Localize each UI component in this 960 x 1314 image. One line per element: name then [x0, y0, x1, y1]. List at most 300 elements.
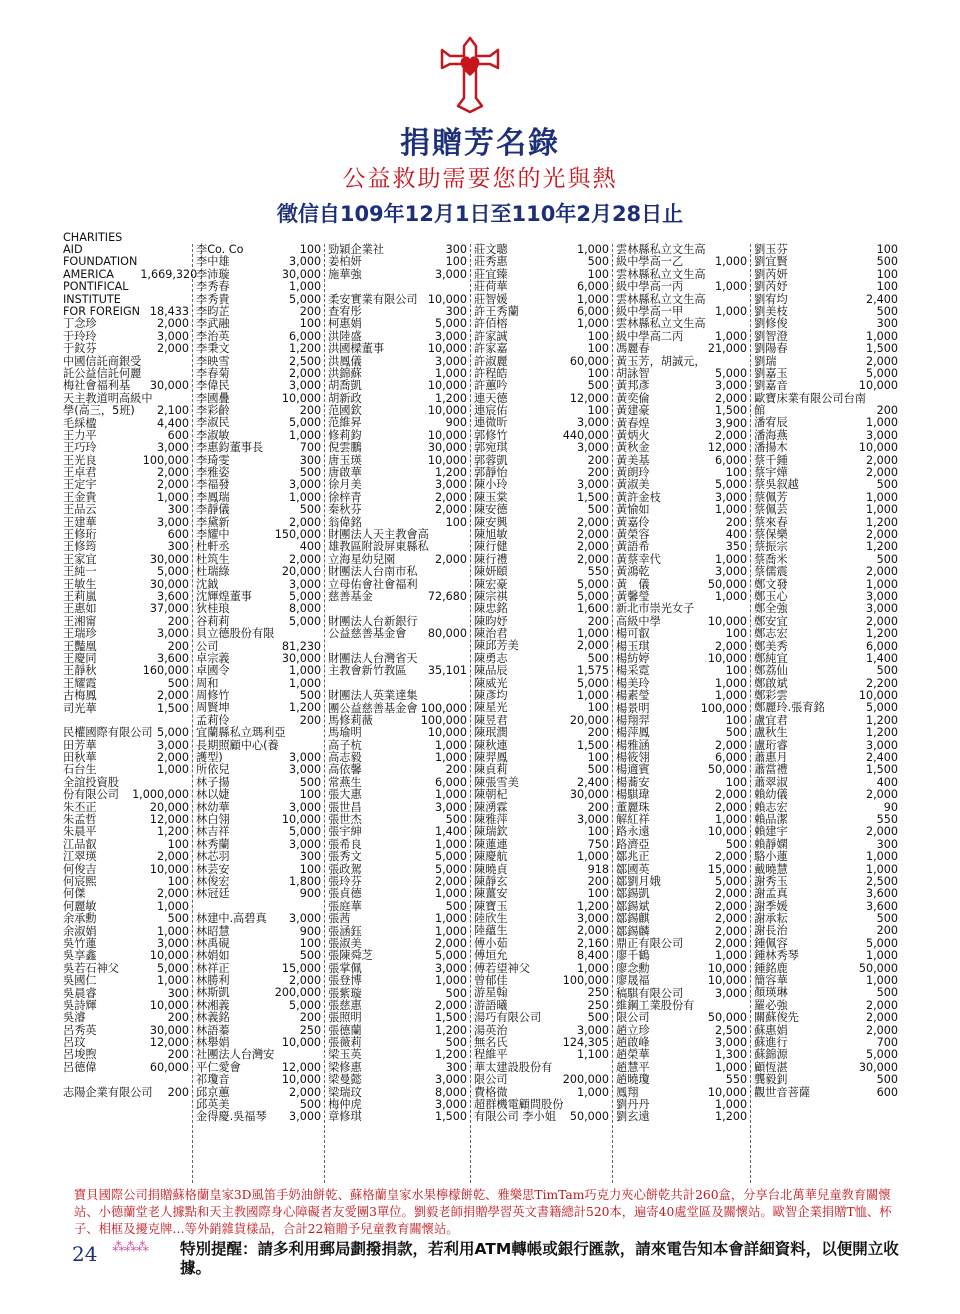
donor-name: 陳秋連 — [474, 738, 508, 752]
donor-row — [471, 851, 612, 863]
donation-amount: 1,000 — [577, 627, 610, 641]
donor-name: 李偉民 — [196, 379, 230, 393]
donor-row — [613, 566, 750, 578]
donor-name: 湯英治 — [474, 1023, 508, 1037]
donor-row — [471, 318, 612, 330]
donor-name: 賴靜嫻 — [754, 837, 788, 851]
donor-name: 陳珉潤 — [474, 726, 508, 740]
donor-row — [751, 702, 901, 714]
donation-amount: 50,000 — [707, 1011, 748, 1025]
donation-amount: 500 — [299, 503, 322, 517]
donation-amount: 3,000 — [865, 589, 898, 603]
donation-amount: 1,000 — [577, 317, 610, 331]
donor-name: 洪錦蘇 — [328, 366, 362, 380]
donor-name: 財團法人台南市私立母佑會社會福利慈善基金 — [328, 565, 418, 603]
donor-name: 胡喬凱 — [328, 379, 362, 393]
donor-name: 司光華 — [63, 701, 97, 715]
donation-amount: 1,200 — [156, 825, 189, 839]
donation-amount: 1,000 — [435, 912, 468, 926]
donor-name: 王豔凰 — [63, 639, 97, 653]
donor-row — [325, 641, 470, 678]
donor-name: 李昀芷 — [196, 304, 230, 318]
donation-amount: 100 — [299, 788, 322, 802]
donor-name: 邱京蕙 — [196, 1085, 230, 1099]
donation-amount: 300 — [876, 317, 898, 331]
donation-amount: 21,000 — [707, 342, 748, 356]
donation-amount: 100 — [299, 242, 322, 256]
donor-name: 王修珩 — [63, 528, 97, 542]
donor-name: 關蘇俊先 — [754, 1011, 799, 1025]
donor-name: 陳宏豪 — [474, 577, 508, 591]
donation-amount: 300 — [445, 242, 468, 256]
donation-amount: 100 — [445, 515, 468, 529]
donor-name: 郭宛琪 — [474, 441, 508, 455]
donor-row — [751, 665, 901, 677]
donation-amount: 100 — [725, 664, 748, 678]
donor-name: 黃邦彥 — [616, 379, 650, 393]
donor-row — [613, 380, 750, 392]
donor-row — [193, 826, 324, 838]
donation-amount: 1,000 — [435, 887, 468, 901]
donation-amount: 10,000 — [427, 404, 468, 418]
donor-row — [60, 851, 192, 863]
donation-amount: 100,000 — [562, 974, 610, 988]
donation-amount: 2,500 — [715, 1023, 748, 1037]
donor-name: 黃馨瑩 — [616, 590, 650, 603]
donation-amount: 1,000 — [715, 503, 748, 517]
donor-name: 吳享鑫 — [63, 949, 97, 963]
donor-row — [60, 356, 192, 393]
donation-amount: 100 — [587, 342, 610, 356]
donor-name: 陸蘊生 — [474, 924, 508, 938]
donation-amount: 500 — [725, 726, 748, 740]
donation-amount: 100 — [725, 775, 748, 789]
donation-amount: 5,000 — [715, 478, 748, 492]
donation-amount: 1,500 — [435, 1110, 468, 1124]
donor-name: 劉玉芬 — [754, 242, 788, 256]
donation-amount: 200 — [167, 1011, 189, 1025]
donation-amount: 3,000 — [289, 577, 322, 591]
donor-name: 羅必強 — [754, 998, 788, 1012]
donor-row — [60, 913, 192, 925]
donation-amount: 1,000 — [289, 428, 322, 442]
donation-amount: 30,000 — [569, 788, 610, 802]
donor-row — [325, 678, 470, 715]
donation-amount: 10,000 — [858, 689, 898, 703]
donor-row — [613, 269, 750, 294]
donation-amount: 2,000 — [156, 317, 189, 331]
donor-name: 田芳華 — [63, 738, 97, 752]
donor-row — [60, 541, 192, 553]
donation-amount: 3,000 — [715, 565, 748, 579]
donor-name: 劉修俊 — [754, 317, 788, 331]
donor-name: 戴曉慧 — [754, 862, 788, 876]
donation-amount: 10,000 — [149, 862, 189, 876]
donation-amount: 1,000 — [715, 329, 748, 343]
donor-name: 林斯凱 — [196, 986, 230, 1000]
donor-name: 黃美基 — [616, 453, 650, 467]
donor-row — [193, 789, 324, 801]
donation-amount: 10,000 — [281, 1036, 322, 1050]
donation-amount: 20,000 — [281, 565, 322, 579]
donor-row — [325, 318, 470, 330]
donor-name: 黃語希 — [616, 540, 650, 554]
donation-amount: 3,000 — [156, 738, 189, 752]
donation-amount: 3,000 — [156, 515, 189, 529]
donation-amount: 100,000 — [142, 453, 189, 467]
donation-amount: 2,000 — [715, 391, 748, 405]
donor-name: 林子揚 — [196, 775, 230, 789]
donation-amount: 2,000 — [289, 552, 322, 566]
donor-name: 李沛璇 — [196, 267, 230, 281]
donor-name: 莊秀惠 — [474, 255, 508, 269]
donor-name: 陳寶玉 — [474, 899, 508, 913]
donor-name: 解紅祥 — [616, 813, 650, 827]
donor-row — [471, 764, 612, 776]
donor-name: 李福發 — [196, 478, 230, 492]
donation-amount: 10,000 — [427, 453, 468, 467]
donation-amount: 30,000 — [149, 552, 189, 566]
donor-name: 陳靜玄 — [474, 874, 508, 888]
donor-row — [325, 281, 470, 306]
donor-name: 陸欣生 — [474, 912, 508, 926]
donation-amount: 1,000 — [577, 1085, 610, 1099]
donor-name: 林禹硯 — [196, 936, 230, 950]
donation-amount: 1,000 — [715, 1098, 748, 1112]
donation-amount: 12,000 — [149, 1036, 189, 1050]
donation-amount: 3,000 — [577, 812, 610, 826]
donor-row — [751, 1049, 901, 1061]
donation-amount: 10,000 — [149, 949, 189, 963]
donor-name: 林幼華 — [196, 800, 230, 814]
donor-name: 劉玄遠 — [616, 1110, 650, 1124]
donation-amount: 5,000 — [435, 317, 468, 331]
donor-name: 呂玟 — [63, 1036, 86, 1050]
donor-name: 楊蕎安 — [616, 775, 650, 789]
donation-amount: 2,000 — [435, 875, 468, 888]
donor-name: 李春菊 — [196, 366, 230, 380]
donor-row — [325, 727, 470, 739]
donor-row — [325, 566, 470, 603]
donation-amount: 1,500 — [577, 490, 610, 504]
donor-name: 廖念勳 — [616, 961, 650, 975]
donor-name: 林祥正 — [196, 961, 230, 975]
donation-amount: 1,000 — [865, 329, 898, 343]
donation-amount: 2,000 — [577, 552, 610, 566]
donor-row — [193, 764, 324, 776]
donor-row — [751, 789, 901, 801]
donor-name: 翁偉銘 — [328, 515, 362, 529]
donor-column-2 — [192, 244, 324, 1183]
donor-name: 吳晨睿 — [63, 986, 97, 1000]
donation-amount: 1,800 — [289, 874, 322, 888]
donation-amount: 20,000 — [569, 713, 610, 727]
donor-name: 李鳳瑞 — [196, 490, 230, 504]
donation-amount: 2,400 — [577, 775, 610, 789]
donor-name: 蔡佩芸 — [754, 503, 788, 517]
donation-amount: 5,000 — [289, 292, 322, 306]
donor-row — [193, 851, 324, 863]
donor-name: 蕭翠淑 — [754, 775, 788, 789]
donor-name: 鍾銘鹿 — [754, 961, 788, 975]
donor-name: 杜筑生 — [196, 552, 230, 566]
donation-amount: 500 — [876, 912, 898, 926]
donation-amount: 100 — [587, 404, 610, 418]
donation-amount: 2,000 — [865, 1011, 898, 1025]
donor-name: 柯惠娟 — [328, 317, 362, 331]
donation-amount: 30,000 — [858, 1060, 898, 1074]
donation-amount: 600 — [167, 428, 189, 442]
donor-name: 李映雪 — [196, 354, 230, 368]
donation-amount: 1,400 — [865, 651, 898, 665]
donation-amount: 700 — [876, 1036, 898, 1049]
donor-name: 王惠如 — [63, 602, 97, 616]
donor-name: 所依兒 — [196, 763, 230, 777]
donation-amount: 500 — [876, 552, 898, 566]
donor-row — [751, 1074, 901, 1086]
donor-name: 黃 儀 — [616, 577, 650, 591]
donation-amount: 2,000 — [156, 850, 189, 864]
donor-name: 黃嘉伶 — [616, 515, 650, 529]
donor-row — [193, 888, 324, 900]
page-title: 捐贈芳名錄 — [400, 126, 560, 161]
donation-amount: 3,000 — [435, 1098, 468, 1112]
donation-amount: 2,000 — [715, 800, 748, 814]
donor-row — [613, 789, 750, 801]
donor-name: 杜軒丞 — [196, 540, 230, 554]
donor-name: 黃奕倫 — [616, 391, 650, 405]
donor-name: 超群機電顧問股份有限公司 李小姐 — [474, 1097, 564, 1124]
donation-amount: 1,000 — [577, 850, 610, 864]
donor-name: 何傑 — [63, 887, 86, 901]
donation-amount: 5,000 — [156, 961, 189, 975]
donor-name: 林語蓁 — [196, 1023, 230, 1037]
donor-name: 王力平 — [63, 428, 97, 442]
donor-name: 常燕生 — [328, 775, 362, 789]
donation-amount: 10,000 — [707, 614, 748, 628]
donor-row — [325, 851, 470, 863]
donor-name: 蘇錦源 — [754, 1048, 788, 1062]
donor-name: 王純一 — [63, 565, 97, 579]
donation-amount: 2,000 — [865, 825, 898, 839]
donor-name: 林白翎 — [196, 812, 230, 826]
donation-amount: 3,000 — [435, 1073, 468, 1087]
donation-amount: 10,000 — [427, 726, 468, 740]
donor-row — [193, 1074, 324, 1086]
donor-row — [613, 913, 750, 925]
donation-amount: 2,000 — [156, 342, 189, 356]
donation-amount: 550 — [587, 565, 610, 579]
donation-amount: 3,000 — [435, 354, 468, 368]
donation-amount: 2,000 — [865, 1023, 898, 1037]
donation-amount: 50,000 — [569, 1110, 610, 1124]
donor-name: 鼎正有限公司 — [616, 936, 684, 950]
donor-column-4 — [470, 244, 612, 1183]
donor-name: 洪鳳儀 — [328, 354, 362, 368]
donor-name: 歐寶床業有限公司台南館 — [754, 391, 866, 418]
donor-name: 林勝利 — [196, 974, 230, 988]
donor-name: 陳妍頤 — [474, 565, 508, 579]
donation-amount: 400 — [876, 775, 898, 789]
donation-amount: 250 — [299, 1023, 322, 1037]
donor-name: 洪陸盛 — [328, 329, 362, 343]
donor-name: 陳張雪美 — [474, 775, 519, 789]
donor-name: 李秀春 — [196, 280, 230, 294]
donor-name: 盧秋生 — [754, 726, 788, 740]
donor-row — [193, 417, 324, 429]
donation-amount: 1,000 — [715, 949, 748, 963]
donor-row — [613, 1000, 750, 1025]
donor-name: 鄭啟斌 — [754, 676, 788, 690]
donor-name: 王敏生 — [63, 577, 97, 591]
donor-name: 財團法人英業達集團公益慈善基金會 — [328, 689, 418, 715]
donor-name: 天主教道明高級中學(高三，5班) — [63, 391, 153, 418]
donation-amount: 1,000 — [435, 788, 468, 802]
donor-row — [751, 479, 901, 491]
donation-amount: 2,000 — [577, 515, 610, 529]
donor-name: 田秋華 — [63, 751, 97, 765]
donor-name: 呂埈煦 — [63, 1048, 97, 1062]
donor-name: 狄桂琅 — [196, 602, 230, 616]
donor-row — [193, 479, 324, 491]
donation-amount: 1,500 — [156, 701, 189, 715]
donation-amount: 900 — [299, 924, 322, 938]
donor-row — [613, 826, 750, 838]
donor-name: 劉芮妍 — [754, 267, 788, 281]
donor-name: 李淑民 — [196, 416, 230, 430]
donation-amount: 10,000 — [858, 441, 898, 455]
donor-name: 賴建宇 — [754, 825, 788, 839]
donation-amount: 2,000 — [289, 1085, 322, 1099]
donor-name: 李雅姿 — [196, 466, 230, 480]
donor-row — [471, 1012, 612, 1024]
donation-amount: 1,200 — [865, 627, 898, 641]
donor-row — [60, 442, 192, 454]
donor-name: 朱孟哲 — [63, 813, 97, 827]
donor-name: 廖千鶴 — [616, 949, 650, 963]
donor-row — [613, 975, 750, 987]
donation-amount: 1,300 — [715, 1048, 748, 1062]
donor-name: 劉宜賢 — [754, 255, 788, 269]
donor-name: 陳品辰 — [474, 664, 508, 678]
donor-name: 張紫璇 — [328, 986, 362, 1000]
donor-name: 丁念珍 — [63, 317, 97, 331]
donor-name: 林義銘 — [196, 1011, 230, 1025]
donation-amount: 300 — [299, 453, 322, 467]
donor-name: 林建中.高碧真 — [196, 912, 267, 926]
donation-amount: 200 — [587, 466, 610, 480]
donor-name: 中國信託商銀受託公益信託何麗梅社會福利基 — [63, 354, 142, 393]
donation-amount: 3,000 — [289, 837, 322, 851]
donation-amount: 300 — [445, 304, 468, 318]
donor-row — [471, 888, 612, 900]
donation-amount: 1,000 — [715, 280, 748, 294]
donor-row — [613, 244, 750, 269]
donor-row — [325, 256, 470, 268]
donation-amount: 3,000 — [435, 329, 468, 343]
donation-amount: 500 — [299, 1098, 322, 1111]
donation-amount: 500 — [876, 1073, 898, 1087]
donor-row — [613, 294, 750, 319]
donation-amount: 500 — [445, 986, 468, 1000]
donation-amount: 12,000 — [149, 813, 189, 827]
donation-amount: 500 — [167, 676, 189, 690]
donation-amount: 500 — [445, 1036, 468, 1050]
donor-name: 雲林縣私立文生高級中學高一丙 — [616, 267, 706, 294]
donor-name: 金得慶.吳福琴 — [196, 1110, 267, 1124]
donor-name: 趙榮華 — [616, 1048, 650, 1062]
donor-row — [751, 987, 901, 999]
donor-name: 連宸佑 — [474, 404, 508, 418]
donor-row — [60, 777, 192, 802]
donor-name: 陳安興 — [474, 515, 508, 529]
donor-row — [471, 1099, 612, 1124]
donation-amount: 200 — [587, 874, 610, 888]
donation-amount: 3,900 — [715, 416, 748, 430]
donation-amount: 2,000 — [156, 478, 189, 492]
donation-amount: 1,000 — [715, 676, 748, 690]
donor-name: 陳羿鳳 — [474, 751, 508, 764]
donor-name: 李秉文 — [196, 342, 230, 356]
donation-amount: 500 — [445, 813, 468, 827]
donor-name: 劉智澄 — [754, 329, 788, 343]
donor-row — [471, 281, 612, 293]
donation-amount: 200 — [299, 304, 322, 318]
donor-name: 鳳翔 — [616, 1085, 639, 1099]
donor-name: 陳湧霖 — [474, 800, 508, 814]
donation-amount: 100 — [587, 701, 610, 715]
donor-name: 楊翔羿 — [616, 713, 650, 727]
donation-amount: 5,000 — [289, 589, 322, 603]
donor-name: 財團法人台新銀行公益慈善基金會 — [328, 614, 418, 641]
donation-amount: 500 — [299, 775, 322, 789]
donation-amount: 1,000 — [156, 899, 189, 913]
donor-row — [193, 603, 324, 615]
donation-amount: 1,200 — [435, 1048, 468, 1062]
donation-amount: 2,100 — [156, 404, 189, 418]
donor-name: 觀世音菩薩 — [754, 1085, 811, 1099]
donation-amount: 5,000 — [715, 366, 748, 380]
donation-amount: 2,000 — [715, 738, 748, 752]
donation-amount: 1,000 — [715, 552, 748, 566]
donor-row — [751, 256, 901, 268]
donation-amount: 100 — [587, 267, 610, 281]
donation-amount: 1,200 — [289, 342, 322, 356]
donation-amount: 500 — [876, 304, 898, 318]
donor-row — [613, 356, 750, 381]
donor-name: 謝季媛 — [754, 899, 788, 913]
period-line: 徵信自109年12月1日至110年2月28日止 — [276, 202, 684, 226]
special-reminder: 特別提醒：請多利用郵局劃撥捐款，若利用ATM轉帳或銀行匯款，請來電告知本會詳細資料，以便開立收據。 — [180, 1240, 899, 1277]
donation-amount: 1,000 — [435, 366, 468, 380]
donation-amount: 2,000 — [577, 639, 610, 653]
donor-name: 何俊吉 — [63, 862, 97, 876]
donation-amount: 2,000 — [435, 998, 468, 1012]
donor-name: 王建華 — [63, 515, 97, 529]
donor-row — [471, 256, 612, 268]
donation-amount: 200 — [299, 713, 322, 727]
donor-name: 周和 — [196, 676, 219, 690]
donation-amount: 200 — [587, 800, 610, 814]
donor-name: 民權國際有限公司 — [63, 726, 153, 740]
donation-amount: 10,000 — [427, 379, 468, 393]
donor-name: 李靜儀 — [196, 503, 230, 517]
donor-name: 張慈惠 — [328, 998, 362, 1012]
donation-amount: 500 — [876, 986, 898, 1000]
donor-name: 高依馨 — [328, 763, 362, 777]
donation-amount: 3,600 — [865, 887, 898, 901]
donor-name: 鄒劉月娥 — [616, 875, 661, 888]
